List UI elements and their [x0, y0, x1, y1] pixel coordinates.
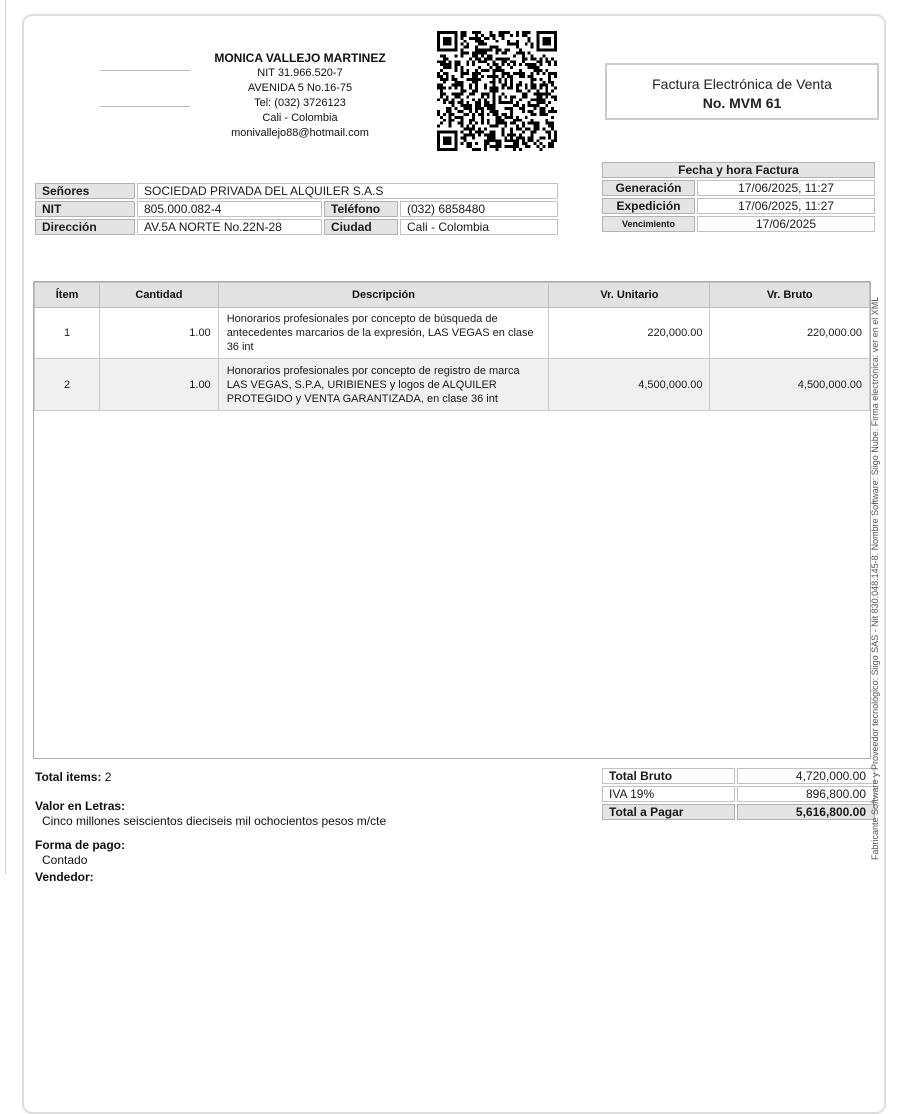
customer-senores-label: Señores — [35, 183, 135, 199]
invoice-document — [22, 14, 886, 1114]
customer-senores-value: SOCIEDAD PRIVADA DEL ALQUILER S.A.S — [137, 183, 558, 199]
generation-value: 17/06/2025, 11:27 — [697, 180, 875, 196]
dates-header: Fecha y hora Factura — [602, 162, 875, 178]
panel-divider-line — [5, 0, 6, 874]
customer-city-value: Cali - Colombia — [400, 219, 558, 235]
due-date-value: 17/06/2025 — [697, 216, 875, 232]
customer-table — [33, 181, 560, 237]
seller-info-block — [160, 50, 440, 141]
seller-nit: NIT 31.966.520-7 — [257, 67, 343, 79]
total-items-line — [35, 770, 111, 784]
item-number: 2 — [35, 359, 100, 411]
customer-address-value: AV.5A NORTE No.22N-28 — [137, 219, 322, 235]
customer-address-label: Dirección — [35, 219, 135, 235]
invoice-number: No. MVM 61 — [702, 95, 782, 111]
iva-row — [602, 786, 875, 802]
invoice-dates-table — [600, 160, 877, 234]
item-qty: 1.00 — [100, 359, 219, 411]
seller-email: monivallejo88@hotmail.com — [231, 127, 369, 139]
total-a-pagar-value: 5,616,800.00 — [737, 804, 875, 820]
item-description: Honorarios profesionales por concepto de registro de marca LAS VEGAS, S.P.A, URIBIENES y logos de ALQUILER PROTEGIDO y VENTA GARANTIZADA, en clase 36 int — [218, 359, 549, 411]
iva-value: 896,800.00 — [737, 786, 875, 802]
col-header-qty: Cantidad — [100, 283, 219, 308]
items-table — [34, 282, 870, 411]
expedition-label: Expedición — [602, 198, 695, 214]
seller-phone: Tel: (032) 3726123 — [254, 97, 346, 109]
customer-nit-value: 805.000.082-4 — [137, 201, 322, 217]
amount-in-words-label: Valor en Letras: — [35, 799, 126, 813]
invoice-title-box — [605, 63, 879, 120]
expedition-value: 17/06/2025, 11:27 — [697, 198, 875, 214]
item-number: 1 — [35, 308, 100, 359]
total-a-pagar-row — [602, 804, 875, 820]
invoice-title: Factura Electrónica de Venta — [652, 76, 832, 92]
software-provider-side-text: Fabricante Software y Proveedor tecnológico: Siigo SAS - Nit 830.048.145-8. Nombre Software: Siigo Nube. Firma electrónica: ver en el XML — [870, 296, 880, 860]
item-row — [35, 308, 870, 359]
customer-phone-value: (032) 6858480 — [400, 201, 558, 217]
total-bruto-value: 4,720,000.00 — [737, 768, 875, 784]
seller-name: MONICA VALLEJO MARTINEZ — [214, 51, 386, 65]
qr-code-image — [437, 30, 557, 152]
iva-label: IVA 19% — [602, 786, 735, 802]
customer-city-label: Ciudad — [324, 219, 398, 235]
item-description: Honorarios profesionales por concepto de búsqueda de antecedentes marcarios de la expresión, LAS VEGAS en clase 36 int — [218, 308, 549, 359]
amount-in-words-value: Cinco millones seiscientos dieciseis mil ochocientos pesos m/cte — [42, 814, 387, 828]
items-table-container — [33, 281, 871, 759]
due-date-label: Vencimiento — [602, 216, 695, 232]
total-items-value: 2 — [104, 770, 112, 784]
total-a-pagar-label: Total a Pagar — [602, 804, 735, 820]
qr-code — [437, 30, 557, 152]
item-qty: 1.00 — [100, 308, 219, 359]
item-row — [35, 359, 870, 411]
payment-method-label: Forma de pago: — [35, 838, 126, 852]
customer-phone-label: Teléfono — [324, 201, 398, 217]
generation-label: Generación — [602, 180, 695, 196]
customer-nit-label: NIT — [35, 201, 135, 217]
col-header-desc: Descripción — [218, 283, 549, 308]
total-bruto-label: Total Bruto — [602, 768, 735, 784]
item-unit-value: 220,000.00 — [549, 308, 710, 359]
total-items-label: Total items: — [35, 770, 102, 784]
clipped-bottom-label: Vendedor: — [35, 870, 94, 884]
item-gross-value: 220,000.00 — [710, 308, 870, 359]
total-bruto-row — [602, 768, 875, 784]
seller-city: Cali - Colombia — [262, 112, 338, 124]
col-header-unit: Vr. Unitario — [549, 283, 710, 308]
payment-method-value: Contado — [42, 853, 88, 867]
item-gross-value: 4,500,000.00 — [710, 359, 870, 411]
col-header-item: Ítem — [35, 283, 100, 308]
items-header-row — [35, 283, 870, 308]
col-header-gross: Vr. Bruto — [710, 283, 870, 308]
item-unit-value: 4,500,000.00 — [549, 359, 710, 411]
seller-address: AVENIDA 5 No.16-75 — [247, 82, 353, 94]
totals-table — [600, 766, 877, 822]
